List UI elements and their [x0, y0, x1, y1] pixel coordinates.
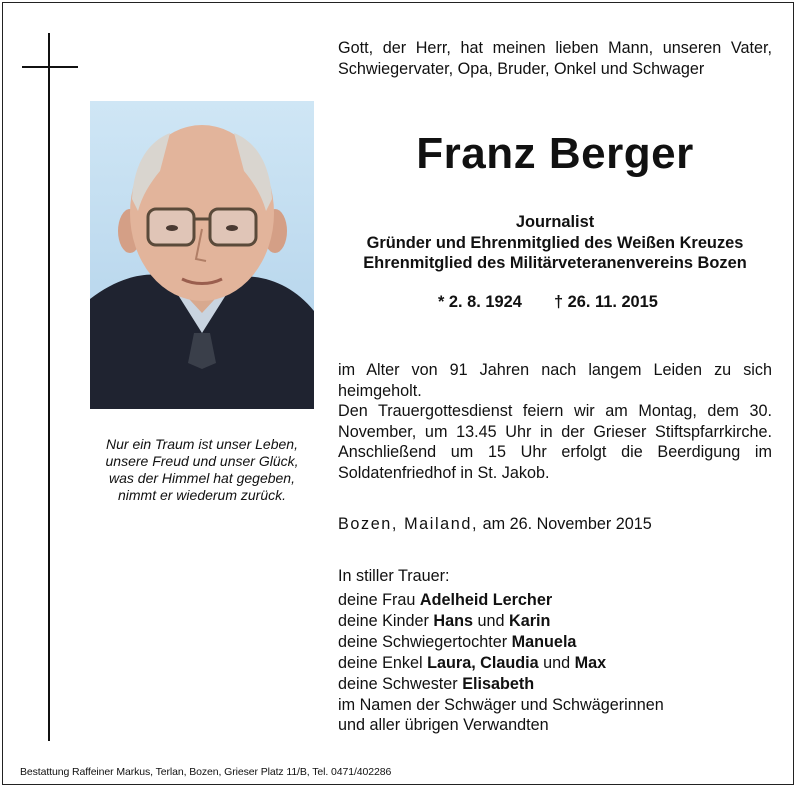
- family-member-row: [338, 611, 772, 632]
- relative-name: Adelheid Lercher: [419, 591, 553, 609]
- funeral-home-footer: Bestattung Raffeiner Markus, Terlan, Bozen, Grieser Platz 11/B, Tel. 0471/402286: [20, 766, 392, 778]
- place-and-date: [338, 514, 772, 535]
- relation-label: deine Schwester: [338, 674, 463, 693]
- relative-name: Elisabeth: [462, 674, 535, 693]
- title-line: Gründer und Ehrenmitglied des Weißen Kreuzes: [366, 233, 744, 252]
- relative-name: Hans: [433, 611, 473, 630]
- family-member-row: [338, 674, 772, 695]
- death-date: † 26. 11. 2015: [554, 293, 658, 311]
- relation-label: und aller übrigen Verwandten: [338, 716, 549, 735]
- verse-line: unsere Freud und unser Glück,: [105, 453, 299, 469]
- honorary-titles: [338, 212, 772, 274]
- relation-label: deine Schwiegertochter: [338, 632, 512, 651]
- mourning-label: In stiller Trauer:: [338, 567, 450, 585]
- title-line: Ehrenmitglied des Militärveteranenvereins Bozen: [363, 254, 747, 273]
- deceased-name: Franz Berger: [416, 129, 694, 178]
- relative-name: Manuela: [511, 632, 577, 651]
- portrait-photo: [90, 101, 314, 409]
- connector-text: und: [473, 611, 510, 630]
- relation-label: deine Frau: [338, 591, 420, 609]
- relation-label: deine Enkel: [338, 653, 428, 672]
- relative-name: Karin: [509, 611, 551, 630]
- verse-line: nimmt er wiederum zurück.: [117, 487, 287, 503]
- announcement-paragraph: Den Trauergottesdienst feiern wir am Montag, dem 30. November, um 13.45 Uhr in der Grieser Stiftspfarrkirche. Anschließend um 15 Uhr erfolgt die Beerdigung im Soldatenfriedhof in St. Jakob.: [338, 402, 772, 482]
- cross-horizontal-bar: [22, 66, 78, 68]
- family-member-row: [338, 653, 772, 674]
- intro-text: Gott, der Herr, hat meinen lieben Mann, unseren Vater, Schwiegervater, Opa, Bruder, Onkel und Schwager: [338, 39, 772, 78]
- place-cities: Bozen, Mailand,: [338, 515, 479, 533]
- relation-label: deine Kinder: [338, 611, 434, 630]
- relative-name: Max: [574, 653, 607, 672]
- family-member-row: [338, 715, 772, 736]
- relative-name: Laura, Claudia: [427, 653, 539, 672]
- cross-vertical-bar: [48, 33, 50, 741]
- family-member-row: [338, 590, 772, 611]
- announcement-paragraph: im Alter von 91 Jahren nach langem Leiden zu sich heimgeholt.: [338, 361, 772, 400]
- connector-text: und: [538, 653, 575, 672]
- title-line: Journalist: [515, 213, 595, 231]
- family-member-row: [338, 695, 772, 716]
- relation-label: im Namen der Schwäger und Schwägerinnen: [338, 695, 664, 714]
- memorial-verse: [80, 436, 324, 504]
- family-list: [338, 590, 772, 736]
- verse-line: Nur ein Traum ist unser Leben,: [106, 436, 298, 452]
- family-member-row: [338, 632, 772, 653]
- verse-line: was der Himmel hat gegeben,: [109, 470, 295, 486]
- announcement-text: [338, 360, 772, 484]
- place-date: am 26. November 2015: [478, 515, 652, 533]
- birth-date: * 2. 8. 1924: [438, 293, 522, 311]
